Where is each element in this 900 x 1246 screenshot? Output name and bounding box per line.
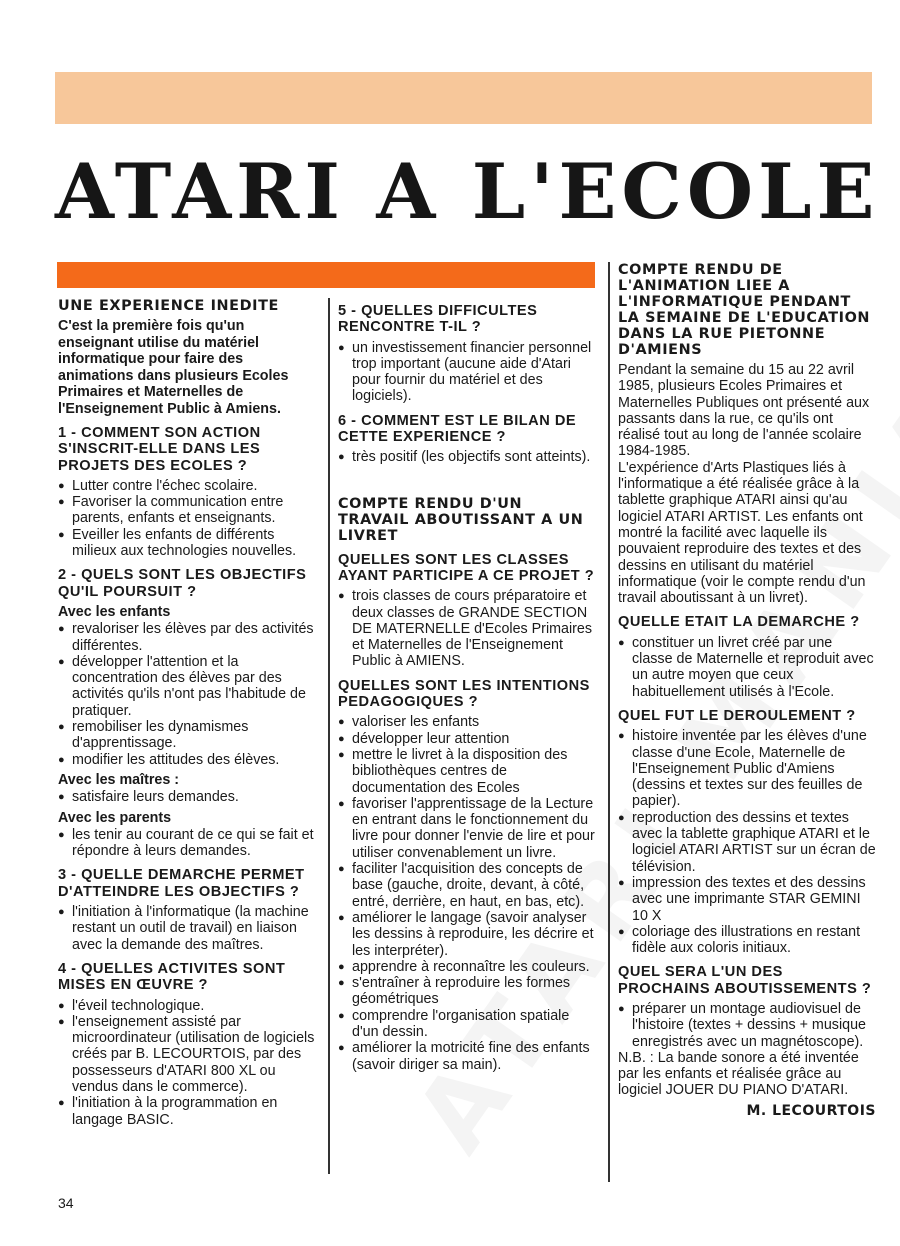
question-4-heading: 4 - QUELLES ACTIVITES SONT MISES EN ŒUVRE ? [58, 960, 286, 994]
question-5-heading: 5 - QUELLES DIFFICULTES RENCONTRE T-IL ? [338, 303, 538, 336]
question-3-list [58, 904, 318, 953]
subheading-children: Avec les enfants [58, 603, 171, 620]
question-2-heading: 2 - QUELS SONT LES OBJECTIFS QU'IL POURSUIT ? [58, 567, 307, 600]
author-signature: M. LECOURTOIS [746, 1102, 876, 1119]
list-item: ● favoriser l'apprentissage de la Lecture en entrant dans le fonctionnement du livre pour donner l'envie de lire et pour utiliser convenablement un livre. [338, 796, 598, 861]
list-item: ● développer l'attention et la concentration des élèves par des activités qu'ils n'ont pas l'habitude de pratiquer. [58, 654, 318, 719]
list-item: ● développer leur attention [338, 731, 598, 747]
list-item: ● satisfaire leurs demandes. [58, 789, 318, 805]
intro-paragraph: C'est la première fois qu'un enseignant utilise du matériel informatique pour faire des animations dans plusieurs Ecoles Primaires et Maternelles de l'Enseignement Public à Amiens. [58, 318, 289, 417]
list-item: ● histoire inventée par les élèves d'une classe d'une Ecole, Maternelle de l'Enseignement Public d'Amiens (dessins et textes sur des feuilles de papier). [618, 728, 876, 809]
paragraph-semaine: Pendant la semaine du 15 au 22 avril 1985, plusieurs Ecoles Primaires et Maternelles Publiques ont présenté aux passants dans la rue, ce qu'ils ont réalisé tout au long de l'année scolaire 1984-1985. [618, 362, 870, 460]
list-item: ● apprendre à reconnaître les couleurs. [338, 959, 598, 975]
list-item: ● coloriage des illustrations en restant fidèle aux coloris initiaux. [618, 924, 876, 957]
list-item: ● faciliter l'acquisition des concepts de base (gauche, droite, devant, à côté, entré, derrière, en haut, en bas, etc). [338, 861, 598, 910]
paragraph-experience: L'expérience d'Arts Plastiques liés à l'informatique a été réalisée grâce à la tablette graphique ATARI ainsi qu'au logiciel ATARI ARTIST. Les enfants ont montré la facilité avec laquelle ils pouvaient reproduire des textes et des dessins en utilisant du matériel informatique (voir le compte rendu d'un travail aboutissant à un livret). [618, 459, 866, 607]
top-color-band [55, 72, 872, 124]
question-1-heading: 1 - COMMENT SON ACTION S'INSCRIT-ELLE DANS LES PROJETS DES ECOLES ? [58, 425, 261, 474]
list-item: ● impression des textes et des dessins avec une imprimante STAR GEMINI 10 X [618, 875, 876, 924]
list-item: ● modifier les attitudes des élèves. [58, 752, 318, 768]
deroulement-list [618, 728, 876, 956]
column-divider-right [608, 262, 610, 1182]
section-heading-animation: COMPTE RENDU DE L'ANIMATION LIEE A L'INFORMATIQUE PENDANT LA SEMAINE DE L'EDUCATION DANS LA RUE PIETONNE D'AMIENS [618, 262, 871, 358]
question-6-heading: 6 - COMMENT EST LE BILAN DE CETTE EXPERIENCE ? [338, 412, 577, 446]
list-item: ● comprendre l'organisation spatiale d'un dessin. [338, 1008, 598, 1041]
aboutissements-list [618, 1001, 876, 1050]
list-item: ● l'initiation à l'informatique (la machine restant un outil de travail) en liaison avec la demande des maîtres. [58, 904, 318, 953]
question-2-children-list [58, 621, 318, 768]
list-item: ● trois classes de cours préparatoire et deux classes de GRANDE SECTION DE MATERNELLE d'Ecoles Primaires et Maternelles de l'Enseignement Public à AMIENS. [338, 588, 598, 669]
list-item: ● Favoriser la communication entre parents, enfants et enseignants. [58, 494, 318, 527]
note-paragraph: N.B. : La bande sonore a été inventée par les enfants et réalisée grâce au logiciel JOUER DU PIANO D'ATARI. [618, 1049, 859, 1099]
question-5-list [338, 340, 598, 405]
classes-heading: QUELLES SONT LES CLASSES AYANT PARTICIPE A CE PROJET ? [338, 551, 595, 584]
list-item: ● reproduction des dessins et textes avec la tablette graphique ATARI et le logiciel ATARI ARTIST sur un écran de télévision. [618, 810, 876, 875]
classes-list [338, 588, 598, 669]
list-item: ● l'éveil technologique. [58, 998, 318, 1014]
list-item: ● l'enseignement assisté par microordinateur (utilisation de logiciels créés par B. LECOURTOIS, par des possesseurs d'ATARI 800 XL ou vendus dans le commerce). [58, 1014, 318, 1095]
list-item: ● valoriser les enfants [338, 714, 598, 730]
intentions-heading: QUELLES SONT LES INTENTIONS PEDAGOGIQUES ? [338, 677, 590, 711]
list-item: ● améliorer le langage (savoir analyser les dessins à reproduire, les décrire et les interpréter). [338, 910, 598, 959]
subheading-parents: Avec les parents [58, 809, 172, 826]
column-2 [338, 303, 598, 1073]
page-number: 34 [58, 1195, 74, 1211]
list-item: ● l'initiation à la programmation en langage BASIC. [58, 1095, 318, 1128]
list-item: ● très positif (les objectifs sont atteints). [338, 449, 598, 465]
list-item: ● mettre le livret à la disposition des bibliothèques centres de documentation des Ecoles [338, 747, 598, 796]
section-heading-experience: UNE EXPERIENCE INEDITE [58, 298, 279, 314]
question-6-list [338, 449, 598, 465]
intentions-list [338, 714, 598, 1073]
list-item: ● améliorer la motricité fine des enfants (savoir diriger sa main). [338, 1040, 598, 1073]
subheading-teachers: Avec les maîtres : [58, 771, 180, 788]
list-item: ● constituer un livret créé par une classe de Maternelle et reproduit avec un autre moyen que ceux habituellement utilisés à l'Ecole. [618, 635, 876, 700]
demarche-list [618, 635, 876, 700]
column-1 [58, 298, 318, 1128]
column-3 [618, 262, 876, 1119]
list-item: ● s'entraîner à reproduire les formes géométriques [338, 975, 598, 1008]
question-3-heading: 3 - QUELLE DEMARCHE PERMET D'ATTEINDRE LES OBJECTIFS ? [58, 867, 305, 900]
list-item: ● revaloriser les élèves par des activités différentes. [58, 621, 318, 654]
list-item: ● Lutter contre l'échec scolaire. [58, 478, 318, 494]
section-heading-livret: COMPTE RENDU D'UN TRAVAIL ABOUTISSANT A UN LIVRET [338, 495, 584, 544]
question-4-list [58, 998, 318, 1128]
page-title: ATARI A L'ECOLE [55, 147, 880, 236]
list-item: ● remobiliser les dynamismes d'apprentissage. [58, 719, 318, 752]
aboutissements-heading: QUEL SERA L'UN DES PROCHAINS ABOUTISSEMENTS ? [618, 964, 872, 997]
orange-color-band [57, 262, 595, 288]
deroulement-heading: QUEL FUT LE DEROULEMENT ? [618, 707, 856, 724]
question-2-teachers-list [58, 789, 318, 805]
question-1-list [58, 478, 318, 559]
list-item: ● les tenir au courant de ce qui se fait et répondre à leurs demandes. [58, 827, 318, 860]
list-item: ● préparer un montage audiovisuel de l'histoire (textes + dessins + musique enregistrés avec un magnétoscope). [618, 1001, 876, 1050]
list-item: ● Eveiller les enfants de différents milieux aux technologies nouvelles. [58, 527, 318, 560]
column-divider-left [328, 298, 330, 1174]
question-2-parents-list [58, 827, 318, 860]
list-item: ● un investissement financier personnel trop important (aucune aide d'Atari pour fournir du matériel et des logiciels). [338, 340, 598, 405]
demarche-heading: QUELLE ETAIT LA DEMARCHE ? [618, 614, 860, 631]
